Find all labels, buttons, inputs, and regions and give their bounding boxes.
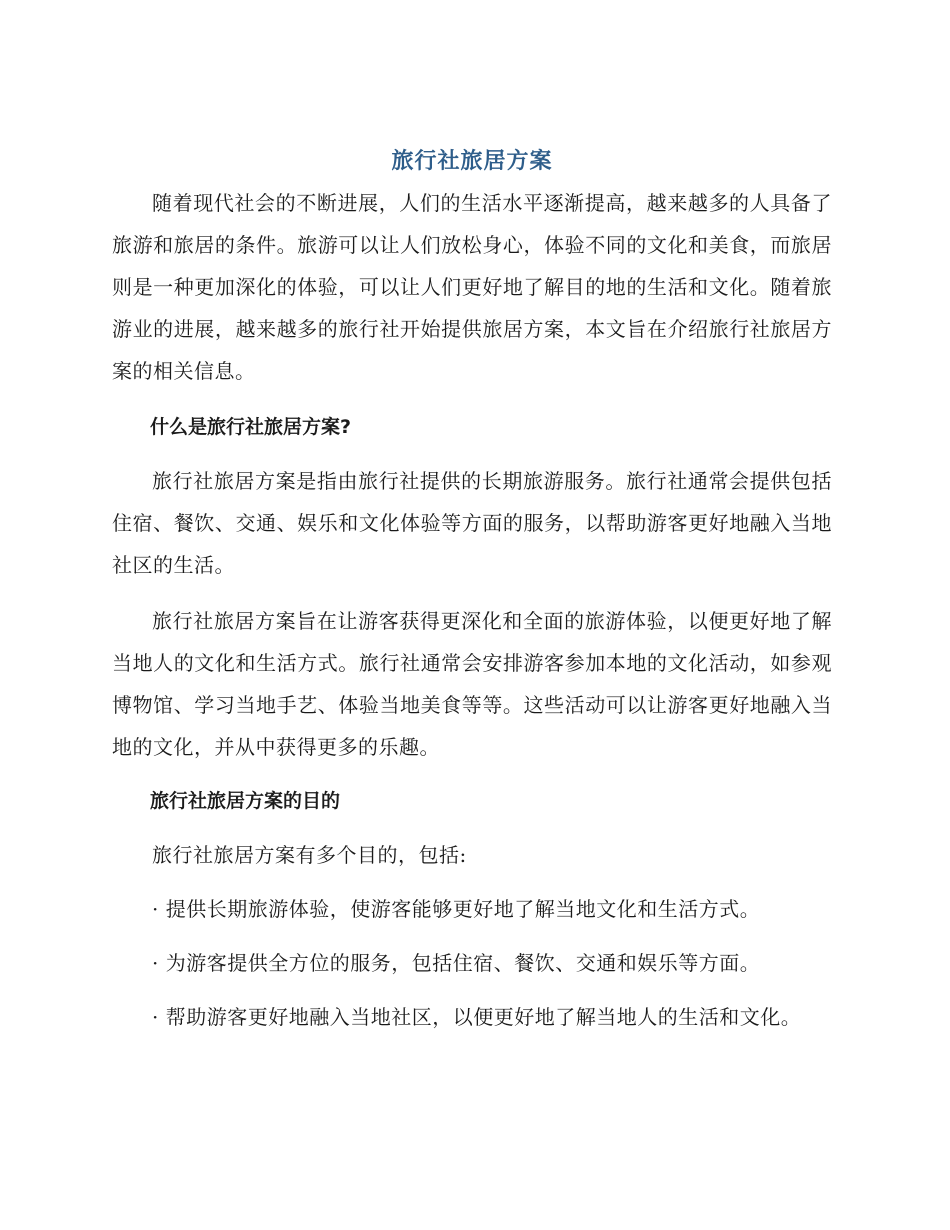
document-title: 旅行社旅居方案 bbox=[391, 149, 553, 174]
purpose-bullet: · 为游客提供全方位的服务，包括住宿、餐饮、交通和娱乐等方面。 bbox=[152, 951, 761, 975]
section1-paragraph: 旅行社旅居方案是指由旅行社提供的长期旅游服务。旅行社通常会提供包括住宿、餐饮、交通、娱乐和文化体验等方面的服务，以帮助游客更好地融入当地社区的生活。 bbox=[112, 469, 832, 577]
intro-paragraph: 随着现代社会的不断进展，人们的生活水平逐渐提高，越来越多的人具备了旅游和旅居的条件。旅游可以让人们放松身心，体验不同的文化和美食，而旅居则是一种更加深化的体验，可以让人们更好地了解目的地的生活和文化。随着旅游业的进展，越来越多的旅行社开始提供旅居方案，本文旨在介绍旅行社旅居方案的相关信息。 bbox=[112, 191, 832, 383]
section-heading-purpose: 旅行社旅居方案的目的 bbox=[150, 790, 341, 812]
section-heading-what-is: 什么是旅行社旅居方案? bbox=[150, 416, 352, 438]
purpose-bullet: · 帮助游客更好地融入当地社区，以便更好地了解当地人的生活和文化。 bbox=[152, 1005, 802, 1029]
document-page bbox=[112, 142, 832, 1038]
purpose-bullet: · 提供长期旅游体验，使游客能够更好地了解当地文化和生活方式。 bbox=[152, 897, 761, 921]
section1-paragraph: 旅行社旅居方案旨在让游客获得更深化和全面的旅游体验，以便更好地了解当地人的文化和生活方式。旅行社通常会安排游客参加本地的文化活动，如参观博物馆、学习当地手艺、体验当地美食等等。这些活动可以让游客更好地融入当地的文化，并从中获得更多的乐趣。 bbox=[112, 609, 832, 759]
purpose-lead: 旅行社旅居方案有多个目的，包括: bbox=[152, 843, 467, 867]
